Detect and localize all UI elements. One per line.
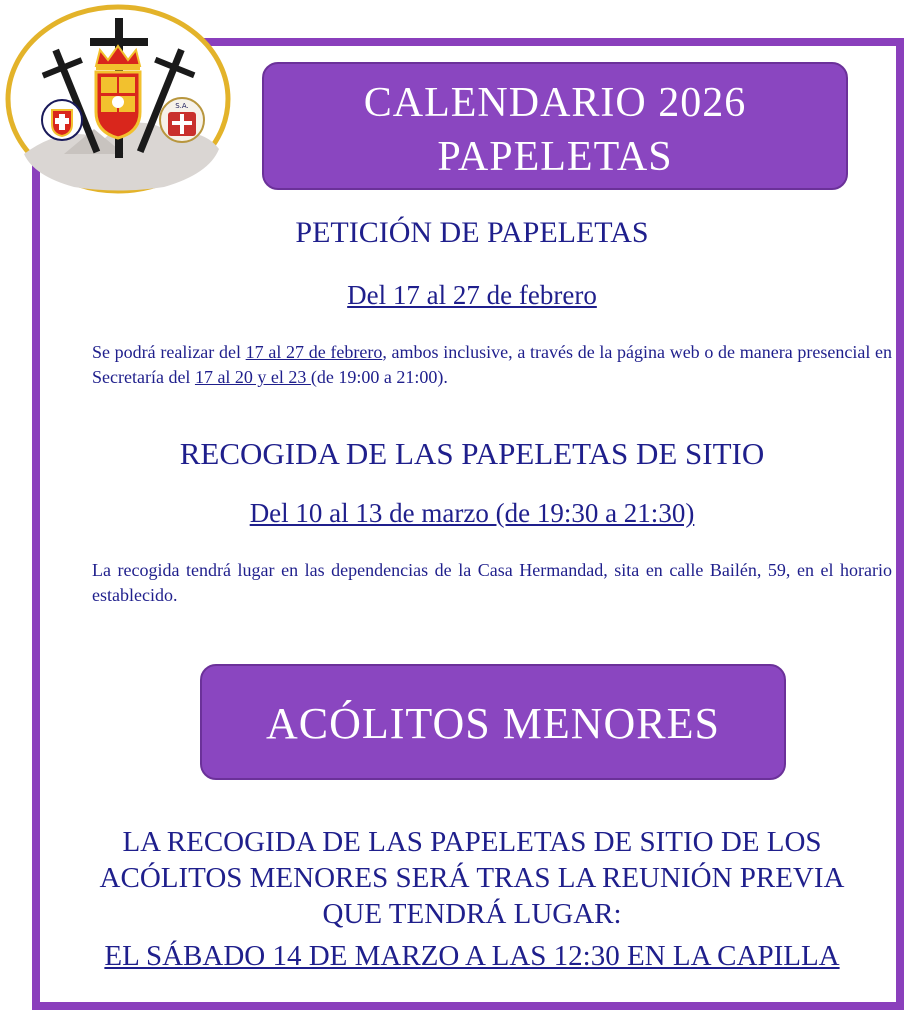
peticion-text-c: , ambos inclusive, a través de la página web o de manera presencial en Secretaría del — [92, 342, 892, 387]
recogida-paragraph: La recogida tendrá lugar en las dependencias de la Casa Hermandad, sita en calle Bailén, 59, en el horario establecido. — [92, 560, 892, 605]
acolitos-notice — [60, 824, 884, 932]
acolitos-title: ACÓLITOS MENORES — [265, 699, 720, 748]
section-dates-recogida: Del 10 al 13 de marzo (de 19:30 a 21:30) — [249, 498, 695, 528]
calendar-title: CALENDARIO 2026 — [363, 80, 747, 126]
peticion-text-hours: (de 19:00 a 21:00). — [310, 367, 448, 387]
section-heading-recogida: RECOGIDA DE LAS PAPELETAS DE SITIO — [179, 436, 765, 471]
acolitos-banner — [200, 664, 786, 780]
brotherhood-logo-icon — [4, 4, 232, 194]
acolitos-notice-line2: ACÓLITOS MENORES SERÁ TRAS LA REUNIÓN PREVIA — [99, 862, 845, 894]
acolitos-meeting-date: EL SÁBADO 14 DE MARZO A LAS 12:30 EN LA CAPILLA — [104, 940, 840, 972]
acolitos-notice-line1: LA RECOGIDA DE LAS PAPELETAS DE SITIO DE LOS — [122, 826, 822, 858]
peticion-text-secretaria-dates: 17 al 20 y el 23 — [194, 367, 311, 387]
peticion-text-a: Se podrá realizar del — [92, 342, 246, 362]
acolitos-notice-line3: QUE TENDRÁ LUGAR: — [322, 898, 622, 930]
svg-text:S.A.: S.A. — [175, 102, 189, 110]
section-dates-peticion: Del 17 al 27 de febrero — [347, 280, 597, 310]
calendar-subtitle: PAPELETAS — [437, 134, 673, 180]
peticion-paragraph — [92, 340, 892, 390]
section-heading-peticion: PETICIÓN DE PAPELETAS — [295, 216, 649, 249]
calendar-banner — [262, 62, 848, 190]
peticion-text-dates: 17 al 27 de febrero — [245, 342, 383, 362]
